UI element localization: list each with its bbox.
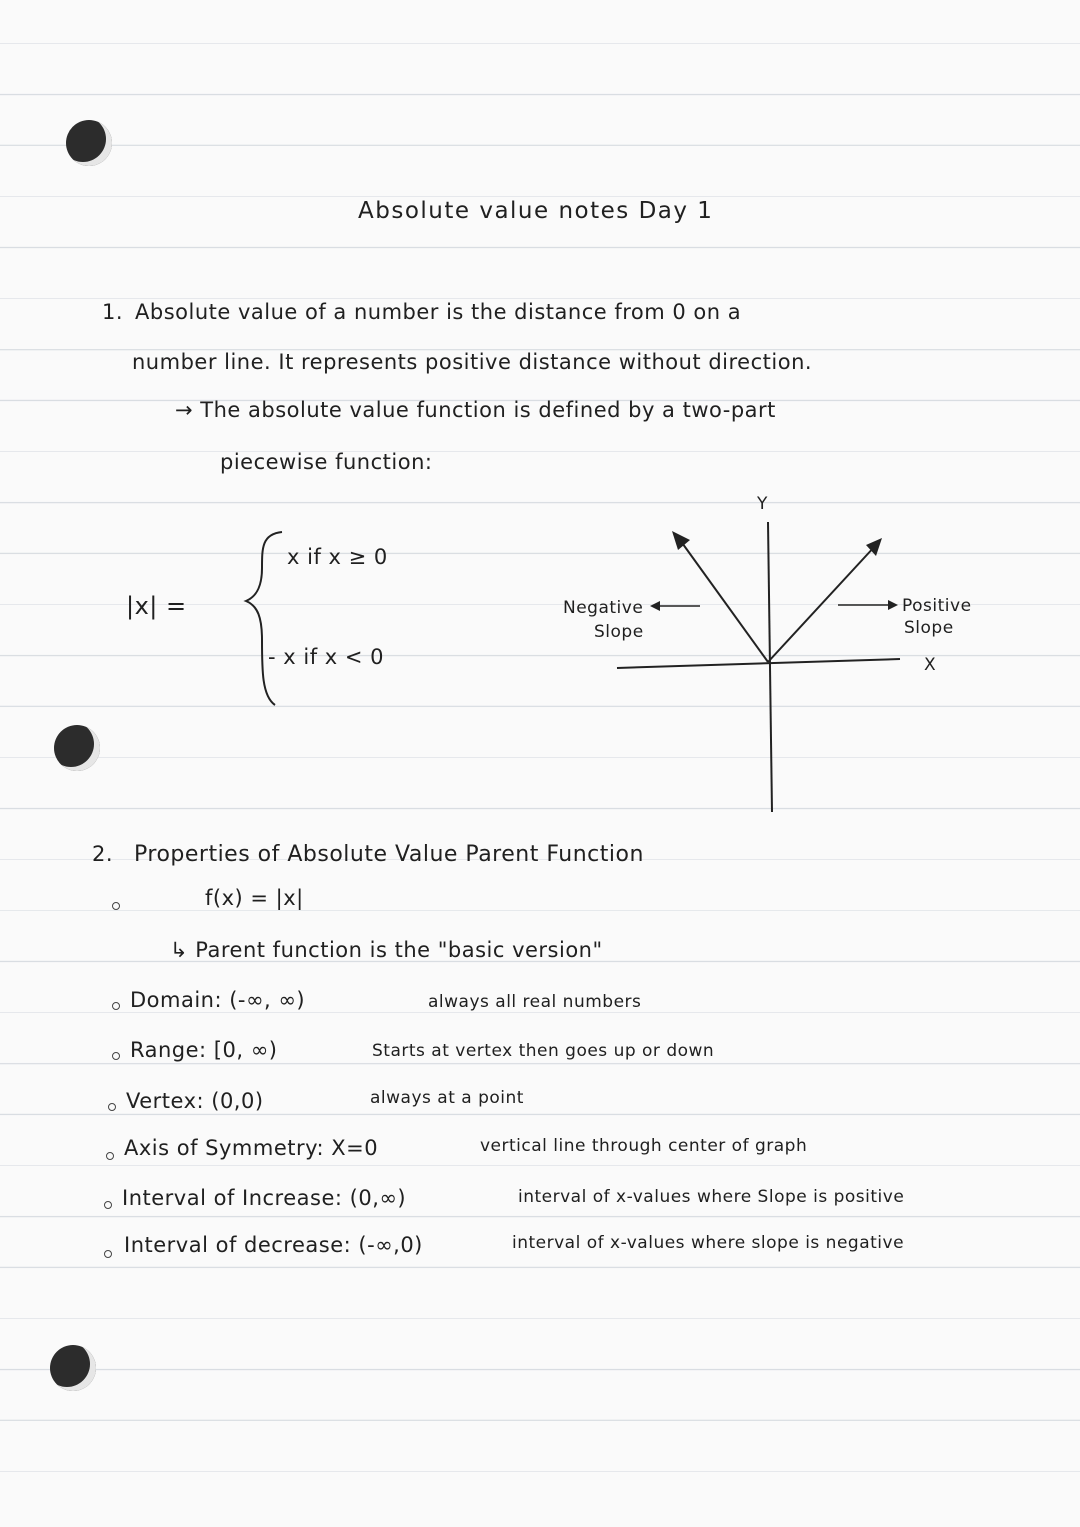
x-axis — [617, 659, 900, 668]
definition-line: → The absolute value function is defined by a two-part — [175, 398, 776, 422]
definition-line: number line. It represents positive distance without direction. — [132, 350, 813, 374]
arrow-icon — [888, 600, 898, 610]
positive-slope-line — [768, 545, 876, 662]
piecewise-case: - x if x < 0 — [268, 645, 384, 669]
bullet — [106, 1152, 114, 1160]
negative-slope-label: Negative — [563, 598, 644, 618]
property-note: always at a point — [370, 1088, 524, 1108]
property-note: interval of x-values where Slope is positive — [518, 1187, 905, 1207]
negative-slope-line — [680, 540, 768, 662]
property-note: always all real numbers — [428, 992, 642, 1012]
property-note: interval of x-values where slope is negative — [512, 1233, 905, 1253]
section-number: 1. — [102, 300, 124, 324]
parent-function: f(x) = |x| — [205, 886, 304, 910]
bullet — [112, 1002, 120, 1010]
property-label: Vertex: (0,0) — [126, 1089, 264, 1113]
property-label: Range: [0, ∞) — [130, 1038, 278, 1062]
property-note: Starts at vertex then goes up or down — [372, 1041, 715, 1061]
property-label: Domain: (-∞, ∞) — [130, 988, 306, 1012]
x-axis-label: X — [924, 655, 937, 675]
positive-slope-label: Slope — [904, 618, 954, 638]
bullet — [104, 1250, 112, 1258]
arrow-icon — [672, 531, 690, 550]
definition-line: Absolute value of a number is the distance from 0 on a — [135, 300, 742, 324]
piecewise-lhs: |x| = — [126, 592, 187, 620]
negative-slope-label: Slope — [594, 622, 644, 642]
property-label: Interval of decrease: (-∞,0) — [124, 1233, 423, 1257]
definition-line: piecewise function: — [220, 450, 433, 474]
bullet — [108, 1103, 116, 1111]
bullet — [112, 902, 120, 910]
bullet — [112, 1052, 120, 1060]
parent-function-note: ↳ Parent function is the "basic version" — [170, 938, 603, 962]
y-axis-label: Y — [757, 494, 768, 514]
section-heading: Properties of Absolute Value Parent Function — [134, 842, 644, 867]
y-axis — [768, 522, 772, 812]
brace-icon — [246, 532, 282, 705]
property-label: Interval of Increase: (0,∞) — [122, 1186, 407, 1210]
piecewise-case: x if x ≥ 0 — [287, 545, 388, 569]
property-label: Axis of Symmetry: X=0 — [124, 1136, 379, 1160]
positive-slope-label: Positive — [902, 596, 972, 616]
page-title: Absolute value notes Day 1 — [358, 198, 714, 224]
bullet — [104, 1201, 112, 1209]
arrow-icon — [650, 601, 660, 611]
section-number: 2. — [92, 842, 114, 866]
property-note: vertical line through center of graph — [480, 1136, 808, 1156]
